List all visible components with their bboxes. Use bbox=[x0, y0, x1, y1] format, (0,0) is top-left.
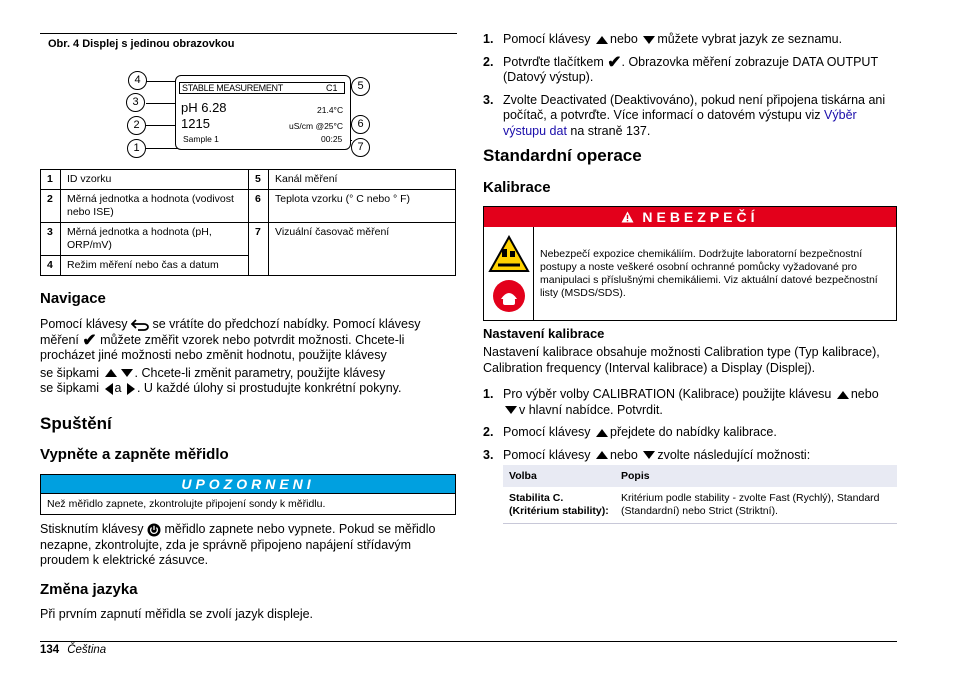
heading-kalibrace: Kalibrace bbox=[483, 179, 551, 196]
page-number: 134 bbox=[40, 644, 60, 656]
text: v hlavní nabídce. Potvrdit. bbox=[519, 402, 663, 417]
text: měřidlo zapnete nebo vypnete. Pokud se měřidlo bbox=[164, 522, 436, 536]
callout-6: 6 bbox=[351, 115, 370, 134]
legend-text: Měrná jednotka a hodnota (pH, ORP/mV) bbox=[61, 223, 249, 256]
list-item bbox=[483, 32, 903, 48]
text: Calibration frequency (Interval kalibrace) a Display (Displej). bbox=[483, 360, 816, 375]
lcd-cond-unit: uS/cm @25°C bbox=[289, 121, 344, 131]
heading-spusteni: Spuštění bbox=[40, 414, 112, 433]
heading-nastaveni-kalibrace: Nastavení kalibrace bbox=[483, 326, 605, 341]
link-vyber[interactable]: Výběr bbox=[824, 108, 857, 122]
danger-box bbox=[483, 206, 897, 321]
text: nezapne, zkontrolujte, zda je správně připojeno napájení střídavým bbox=[40, 537, 412, 552]
step-number: 1. bbox=[483, 387, 494, 401]
calibration-steps bbox=[483, 387, 903, 470]
list-item bbox=[483, 425, 903, 441]
notice-text: Než měřidlo zapnete, zkontrolujte připojení sondy k měřidlu. bbox=[41, 493, 455, 514]
display-figure bbox=[40, 66, 456, 170]
callout-7: 7 bbox=[351, 138, 370, 157]
lcd-temperature: 21.4°C bbox=[317, 105, 344, 115]
text: se vrátíte do předchozí nabídky. Pomocí klávesy bbox=[152, 317, 421, 331]
table-row bbox=[41, 223, 456, 256]
callout-3: 3 bbox=[126, 93, 145, 112]
back-arrow-icon bbox=[131, 319, 149, 331]
list-item bbox=[483, 448, 903, 464]
arrow-right-icon bbox=[127, 383, 135, 395]
figure-caption: Obr. 4 Displej s jedinou obrazovkou bbox=[48, 38, 235, 50]
legend-number: 2 bbox=[41, 190, 61, 223]
text: . Obrazovka měření zobrazuje DATA OUTPUT bbox=[621, 54, 879, 69]
column-header: Volba bbox=[503, 465, 615, 487]
arrow-down-icon bbox=[121, 369, 133, 377]
table-header-row bbox=[503, 465, 897, 487]
heading-vypnete: Vypněte a zapněte měřidlo bbox=[40, 446, 229, 463]
check-icon: ✔ bbox=[82, 330, 97, 350]
figure-legend-table bbox=[40, 169, 456, 276]
callout-4: 4 bbox=[128, 71, 147, 90]
heading-standardni-operace: Standardní operace bbox=[483, 146, 642, 165]
arrow-up-icon bbox=[596, 451, 608, 459]
arrow-down-icon bbox=[643, 451, 655, 459]
arrow-up-icon bbox=[105, 369, 117, 377]
list-item bbox=[483, 387, 903, 418]
notice-box bbox=[40, 474, 456, 515]
danger-header bbox=[484, 207, 896, 227]
table-row bbox=[503, 487, 897, 524]
arrow-down-icon bbox=[643, 36, 655, 44]
text: Potvrďte tlačítkem bbox=[503, 54, 604, 69]
table-row bbox=[41, 170, 456, 190]
power-icon bbox=[147, 523, 161, 537]
list-item bbox=[483, 93, 903, 140]
arrow-up-icon bbox=[837, 391, 849, 399]
page-footer bbox=[40, 644, 106, 656]
text: proudem k elektrické zásuvce. bbox=[40, 553, 209, 567]
text: Pomocí klávesy bbox=[503, 425, 591, 439]
lcd-timer: 00:25 bbox=[321, 134, 343, 144]
text: Pomocí klávesy bbox=[503, 32, 591, 46]
warning-triangle-icon bbox=[621, 211, 634, 223]
legend-text: ID vzorku bbox=[61, 170, 249, 190]
lcd-title-bar bbox=[179, 82, 345, 94]
nastaveni-paragraph bbox=[483, 345, 903, 376]
text: můžete vybrat jazyk ze seznamu. bbox=[657, 32, 843, 46]
legend-number: 3 bbox=[41, 223, 61, 256]
list-item bbox=[483, 52, 903, 86]
callout-1: 1 bbox=[127, 139, 146, 158]
legend-text: Měrná jednotka a hodnota (vodivost nebo ISE) bbox=[61, 190, 249, 223]
navigace-paragraph bbox=[40, 317, 460, 397]
heading-navigace: Navigace bbox=[40, 290, 106, 307]
arrow-down-icon bbox=[505, 406, 517, 414]
text: nebo bbox=[850, 387, 879, 401]
step-number: 3. bbox=[483, 92, 494, 107]
check-icon: ✔ bbox=[607, 52, 622, 72]
legend-text: Vizuální časovač měření bbox=[269, 223, 456, 276]
text: nebo bbox=[610, 32, 638, 46]
leader-line bbox=[146, 148, 180, 149]
heading-zmena-jazyka: Změna jazyka bbox=[40, 581, 138, 598]
footer-language: Čeština bbox=[67, 644, 107, 656]
column-header: Popis bbox=[615, 465, 897, 487]
danger-title: NEBEZPEČÍ bbox=[642, 209, 759, 225]
leader-line bbox=[146, 81, 177, 82]
lcd-sample-id: Sample 1 bbox=[183, 134, 219, 144]
link-vystupu-dat[interactable]: výstupu dat bbox=[503, 123, 567, 138]
arrow-up-icon bbox=[596, 36, 608, 44]
text: Pro výběr volby CALIBRATION (Kalibrace) použijte klávesu bbox=[503, 387, 832, 401]
callout-2: 2 bbox=[127, 116, 146, 135]
text: nebo bbox=[610, 447, 638, 462]
language-paragraph: Při prvním zapnutí měřidla se zvolí jazyk displeje. bbox=[40, 607, 314, 621]
language-steps bbox=[483, 32, 903, 146]
legend-number: 4 bbox=[41, 256, 61, 276]
footer-rule bbox=[40, 641, 897, 642]
lcd-screen bbox=[175, 75, 351, 150]
text: přejdete do nabídky kalibrace. bbox=[610, 425, 777, 439]
legend-number: 1 bbox=[41, 170, 61, 190]
legend-text: Režim měření nebo čas a datum bbox=[61, 256, 249, 276]
notice-title: UPOZORNENI bbox=[41, 475, 455, 493]
lcd-channel: C1 bbox=[326, 83, 338, 93]
text: Pomocí klávesy bbox=[40, 317, 128, 331]
lcd-title: STABLE MEASUREMENT bbox=[182, 83, 283, 93]
option-description: Kritérium podle stability - zvolte Fast (Rychlý), Standard (Standardní) nebo Strict (Striktní). bbox=[615, 487, 897, 524]
legend-number: 7 bbox=[249, 223, 269, 276]
text: Pomocí klávesy bbox=[503, 447, 591, 462]
danger-text: Nebezpečí expozice chemikáliím. Dodržujte laboratorní bezpečnostní postupy a noste veškeré osobní ochranné pomůcky vyžadované pro manipulaci s příslušnými chemikáliemi. Viz aktuální datové bezpečnostní listy (MSDS/SDS). bbox=[540, 248, 878, 299]
legend-number: 5 bbox=[249, 170, 269, 190]
lcd-cond-value: 1215 bbox=[181, 116, 210, 131]
arrow-up-icon bbox=[596, 429, 608, 437]
table-row bbox=[41, 190, 456, 223]
protective-equipment-icon bbox=[492, 279, 526, 313]
legend-text: Teplota vzorku (° C nebo ° F) bbox=[269, 190, 456, 223]
danger-icon-column bbox=[484, 227, 534, 320]
step-number: 1. bbox=[483, 32, 494, 46]
step-number: 2. bbox=[483, 54, 494, 69]
text: měření bbox=[40, 332, 79, 347]
text: . Chcete-li změnit parametry, použijte klávesy bbox=[134, 365, 386, 380]
text: můžete změřit vzorek nebo potvrdit možnosti. Chcete-li bbox=[100, 332, 405, 347]
text: se šipkami bbox=[40, 365, 100, 380]
text: Nastavení kalibrace obsahuje možnosti Calibration type (Typ kalibrace), bbox=[483, 345, 880, 359]
option-name: Stabilita C. (Kritérium stability): bbox=[503, 487, 615, 524]
options-table bbox=[503, 465, 897, 524]
text: zvolte následující možnosti: bbox=[657, 447, 811, 462]
corrosive-hazard-icon bbox=[488, 235, 530, 273]
text: procházet jiné možnosti nebo změnit hodnotu, použijte klávesy bbox=[40, 348, 387, 362]
text: na straně 137. bbox=[570, 123, 651, 138]
text: počítač, a potvrďte. Více informací o datovém výstupu viz bbox=[503, 108, 821, 122]
legend-text: Kanál měření bbox=[269, 170, 456, 190]
text: Stisknutím klávesy bbox=[40, 522, 144, 536]
text: Zvolte Deactivated (Deaktivováno), pokud není připojena tiskárna ani bbox=[503, 92, 886, 107]
step-number: 2. bbox=[483, 425, 494, 439]
power-paragraph bbox=[40, 522, 460, 569]
text: (Datový výstup). bbox=[503, 70, 594, 84]
text: se šipkami bbox=[40, 381, 100, 395]
lcd-ph-value: pH 6.28 bbox=[181, 100, 227, 115]
text: . U každé úlohy si prostudujte konkrétní pokyny. bbox=[136, 381, 402, 395]
arrow-left-icon bbox=[105, 383, 113, 395]
text: a bbox=[114, 381, 122, 395]
legend-number: 6 bbox=[249, 190, 269, 223]
step-number: 3. bbox=[483, 447, 494, 462]
callout-5: 5 bbox=[351, 77, 370, 96]
top-rule bbox=[40, 33, 457, 34]
